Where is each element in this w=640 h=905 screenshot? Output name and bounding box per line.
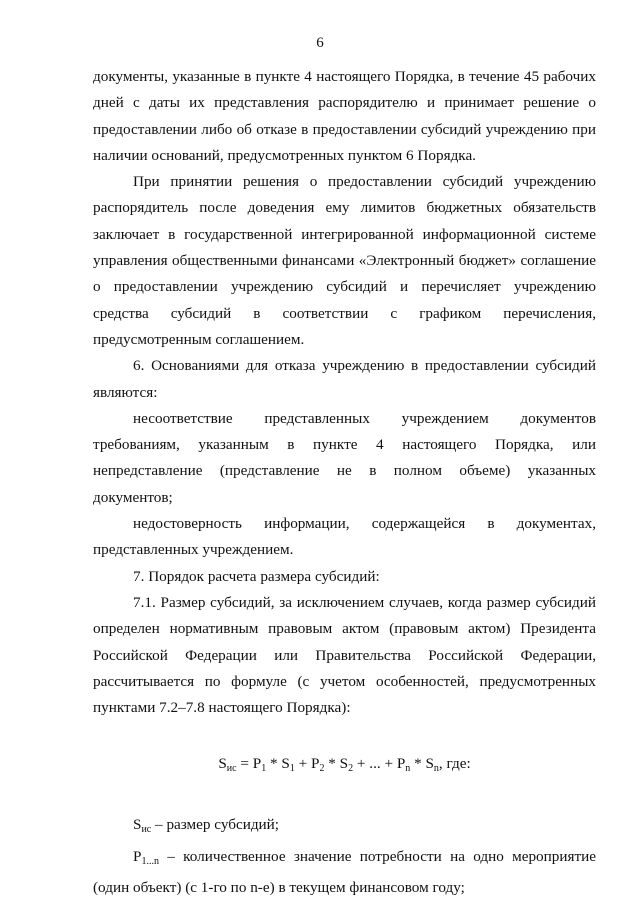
paragraph: При принятии решения о предоставлении субсидий учреждению распорядитель после доведения ему лимитов бюджетных обязательств заключает в государственной интегрированной информационной системе управления общественными финансами «Электронный бюджет» соглашение о предоставлении учреждению субсидий и перечисляет учреждению средства субсидий в соответствии с графиком перечисления, предусмотренным соглашением. [93,173,596,348]
formula-symbol: P [396,755,406,773]
definition-line [93,812,596,843]
formula-symbol: P [311,755,320,773]
definition-text: – размер субсидий; [151,816,280,834]
paragraph: 6. Основаниями для отказа учреждению в предоставлении субсидий являются: [93,357,596,401]
formula-operator: * [266,755,282,773]
page-number: 6 [316,35,324,51]
definition-symbol: S [133,816,142,834]
formula-operator: + [353,755,370,773]
formula-tail: , где: [438,755,471,773]
formula-operator: * [410,755,426,773]
formula-symbol: S [425,755,434,773]
formula-ellipsis: ... [369,755,381,773]
definition-subscript: ис [141,824,152,836]
definition-text: – количественное значение потребности на одно мероприятие (один объект) (с 1-го по n-е) в текущем финансовом году; [93,847,596,897]
formula-operator: + [294,755,311,773]
paragraph: недостоверность информации, содержащейся в документах, представленных учреждением. [93,515,596,559]
formula-operator: + [380,755,397,773]
formula-symbol: P [252,755,262,773]
formula-operator: = [236,755,253,773]
formula-subscript: n [433,763,439,775]
formula-subscript: 1 [261,763,267,775]
definition-subscript: 1...n [141,855,159,867]
document-body [93,64,596,901]
formula-subscript: 2 [319,763,325,775]
formula-symbol: S [218,755,227,773]
formula-symbol: S [281,755,290,773]
formula-subscript: 1 [289,763,295,775]
formula-subscript: 2 [348,763,354,775]
paragraph: 7. Порядок расчета размера субсидий: [133,567,380,585]
formula-symbol: S [339,755,349,773]
formula-subscript: ис [226,763,237,775]
paragraph: документы, указанные в пункте 4 настоящего Порядка, в течение 45 рабочих дней с даты их представления распорядителю и принимает решение о предоставлении либо об отказе в предоставлении субсидий учреждению при наличии оснований, предусмотренных пунктом 6 Порядка. [93,68,596,164]
definition-line [93,844,596,902]
formula-subscript: n [405,763,411,775]
definition-symbol: P [133,847,142,865]
paragraph: несоответствие представленных учреждением документов требованиям, указанным в пункте 4 настоящего Порядка, или непредставление (представление не в полном объеме) указанных документов; [93,409,596,506]
formula-operator: * [324,755,340,773]
paragraph: 7.1. Размер субсидий, за исключением случаев, когда размер субсидий определен нормативным правовым актом (правовым актом) Президента Российской Федерации или Правительства Российской Федерации, рассчитывается по формуле (с учетом особенностей, предусмотренных пунктами 7.2–7.8 настоящего Порядка): [93,593,596,717]
subsidy-formula [93,751,596,782]
